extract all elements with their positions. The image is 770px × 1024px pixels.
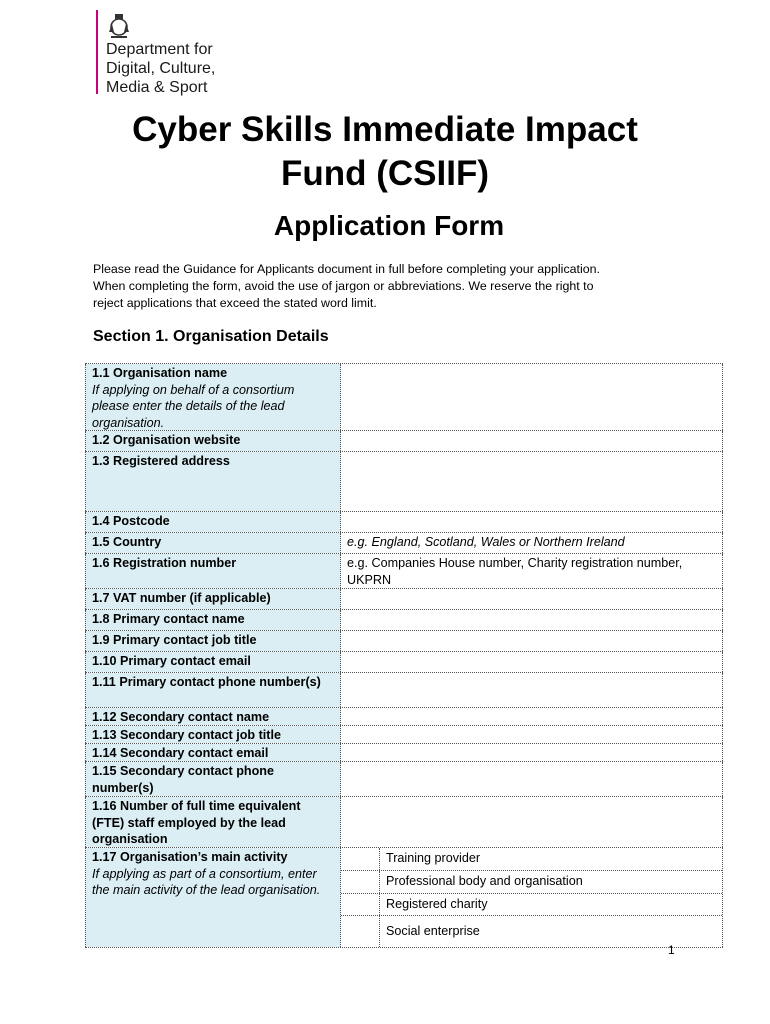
row-label: 1.5 Country	[85, 533, 341, 553]
intro-line-3: reject applications that exceed the stated word limit.	[93, 296, 377, 310]
website-field[interactable]	[341, 431, 723, 451]
row-label: 1.11 Primary contact phone number(s)	[85, 673, 341, 707]
main-activity-options	[341, 848, 723, 947]
form-row	[85, 708, 723, 726]
row-note: If applying on behalf of a consortium please enter the details of the lead organisation.	[92, 382, 295, 430]
form-row	[85, 726, 723, 744]
department-name	[106, 40, 286, 97]
logo-bar	[96, 10, 98, 94]
row-label: 1.7 VAT number (if applicable)	[85, 589, 341, 609]
row-label: 1.12 Secondary contact name	[85, 708, 341, 725]
row-label: 1.16 Number of full time equivalent (FTE) staff employed by the lead organisation	[85, 797, 341, 847]
form-subtitle: Application Form	[273, 210, 505, 241]
form-row	[85, 631, 723, 652]
secondary-contact-phone-field[interactable]	[341, 762, 723, 796]
secondary-contact-email-field[interactable]	[341, 744, 723, 761]
activity-checkbox[interactable]	[341, 871, 380, 893]
form-row	[85, 512, 723, 533]
intro-line-1: Please read the Guidance for Applicants document in full before completing your application.	[93, 262, 600, 276]
row-label: 1.3 Registered address	[85, 452, 341, 511]
activity-option	[341, 916, 722, 947]
row-label: 1.9 Primary contact job title	[85, 631, 341, 651]
form-row	[85, 744, 723, 762]
row-label: 1.6 Registration number	[85, 554, 341, 588]
form-row	[85, 431, 723, 452]
row-label: 1.17 Organisation’s main activity If applying as part of a consortium, enter the main activity of the lead organisation.	[85, 848, 341, 947]
primary-contact-phone-field[interactable]	[341, 673, 723, 707]
page-title	[0, 108, 770, 196]
activity-checkbox[interactable]	[341, 848, 380, 870]
activity-checkbox[interactable]	[341, 894, 380, 916]
activity-option-label: Training provider	[386, 851, 481, 865]
row-label: 1.15 Secondary contact phone number(s)	[85, 762, 341, 796]
intro-line-2: When completing the form, avoid the use of jargon or abbreviations. We reserve the right to	[93, 279, 594, 293]
intro-text	[93, 261, 693, 312]
form-row	[85, 533, 723, 554]
row-label: 1.14 Secondary contact email	[85, 744, 341, 761]
activity-option-label: Social enterprise	[386, 924, 480, 939]
row-label: 1.10 Primary contact email	[85, 652, 341, 672]
activity-option	[341, 894, 722, 917]
country-field[interactable]: e.g. England, Scotland, Wales or Northern Ireland	[341, 533, 723, 553]
primary-contact-title-field[interactable]	[341, 631, 723, 651]
form-row	[85, 589, 723, 610]
royal-crest-icon	[106, 12, 132, 40]
row-label: 1.8 Primary contact name	[85, 610, 341, 630]
vat-number-field[interactable]	[341, 589, 723, 609]
page-number: 1	[668, 943, 675, 957]
form-row	[85, 762, 723, 797]
title-line-1: Cyber Skills Immediate Impact	[132, 110, 638, 149]
activity-option	[341, 871, 722, 894]
organisation-name-field[interactable]	[341, 364, 723, 430]
title-line-2: Fund (CSIIF)	[280, 154, 489, 193]
dept-line-1: Department for	[106, 41, 213, 58]
row-label: 1.4 Postcode	[85, 512, 341, 532]
row-label: 1.2 Organisation website	[85, 431, 341, 451]
form-row	[85, 610, 723, 631]
form-row	[85, 452, 723, 512]
form-row	[85, 363, 723, 431]
form-row	[85, 797, 723, 848]
section-heading: Section 1. Organisation Details	[93, 328, 329, 345]
secondary-contact-name-field[interactable]	[341, 708, 723, 725]
organisation-details-table	[85, 363, 723, 948]
primary-contact-name-field[interactable]	[341, 610, 723, 630]
activity-option-label: Registered charity	[386, 896, 488, 911]
row-note: If applying as part of a consortium, enter the main activity of the lead organisation.	[92, 866, 321, 897]
dept-line-3: Media & Sport	[106, 79, 208, 96]
postcode-field[interactable]	[341, 512, 723, 532]
fte-staff-field[interactable]	[341, 797, 723, 847]
form-row	[85, 673, 723, 708]
form-row	[85, 554, 723, 589]
secondary-contact-title-field[interactable]	[341, 726, 723, 743]
row-label: 1.1 Organisation name If applying on behalf of a consortium please enter the details of the lead organisation.	[85, 364, 341, 430]
form-row	[85, 652, 723, 673]
activity-checkbox[interactable]	[341, 916, 380, 947]
registration-number-field[interactable]: e.g. Companies House number, Charity registration number, UKPRN	[341, 554, 723, 588]
activity-option-label: Professional body and organisation	[386, 873, 583, 888]
primary-contact-email-field[interactable]	[341, 652, 723, 672]
activity-option	[341, 848, 722, 871]
row-label: 1.13 Secondary contact job title	[85, 726, 341, 743]
address-field[interactable]	[341, 452, 723, 511]
dept-line-2: Digital, Culture,	[106, 60, 216, 77]
form-row	[85, 848, 723, 948]
